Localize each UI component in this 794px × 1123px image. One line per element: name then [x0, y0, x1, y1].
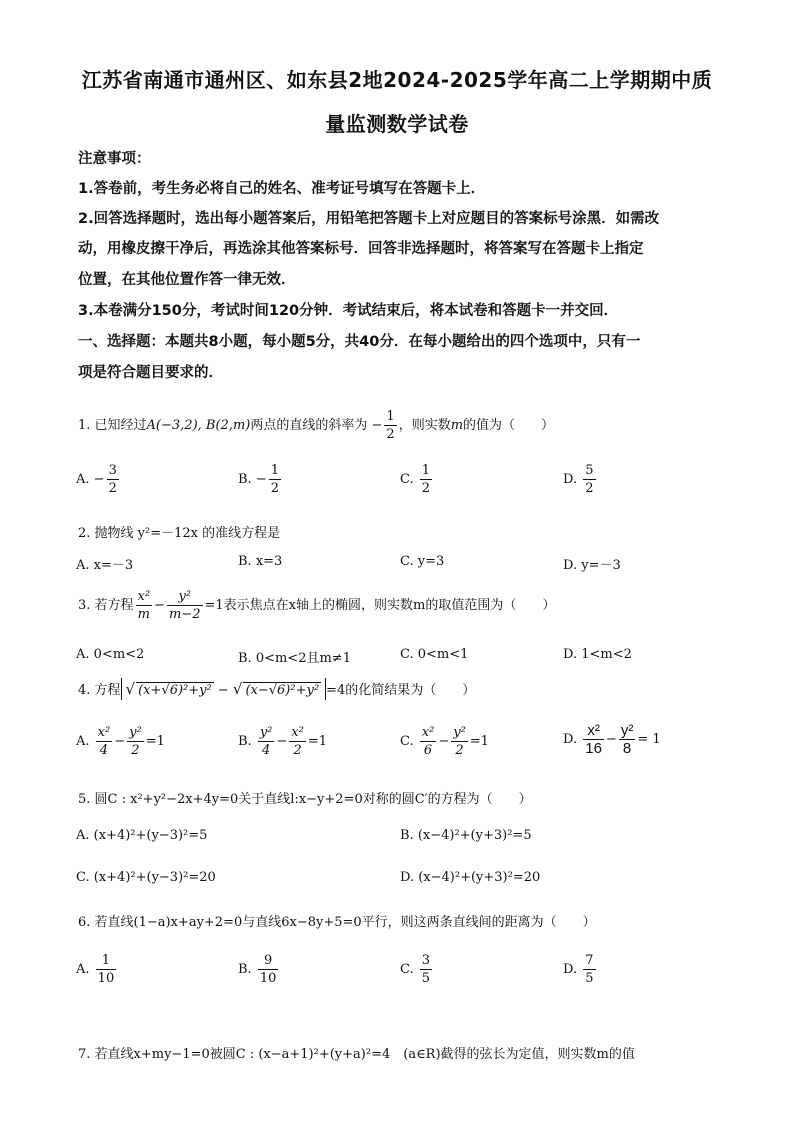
q3-option-d[interactable]: D. 1<m<2	[563, 647, 632, 662]
question-7: 7. 若直线x+my−1=0被圆C : (x−a+1)²+(y+a)²=4 (a∈R)截得的弦长为定值，则实数m的值	[78, 1047, 635, 1062]
note-3: 3.本卷满分150分，考试时间120分钟．考试结束后，将本试卷和答题卡一并交回．	[78, 303, 619, 319]
q6-option-a[interactable]: A. $\frac{1}{10}$	[76, 953, 115, 986]
q5-option-b[interactable]: B. (x−4)²+(y+3)²=5	[400, 828, 532, 843]
note-1: 1.答卷前，考生务必将自己的姓名、准考证号填写在答题卡上．	[78, 181, 486, 197]
notes-heading: 注意事项：	[78, 151, 151, 167]
q5-option-a[interactable]: A. (x+4)²+(y−3)²=5	[76, 828, 208, 843]
q6-option-b[interactable]: B. $\frac{9}{10}$	[238, 953, 277, 986]
q1-option-b[interactable]: B. − $\frac{1}{2}$	[238, 463, 280, 496]
q1-option-d[interactable]: D. $\frac{5}{2}$	[563, 463, 594, 496]
q3-option-a[interactable]: A. 0<m<2	[76, 647, 145, 662]
question-3: 3. 若方程 $\frac{\text{x²}}{m}$ − $\frac{\text{y²}}{m-2}$ =1表示焦点在x轴上的椭圆，则实数m的取值范围为（ ）	[78, 589, 556, 622]
q3-option-b[interactable]: B. 0<m<2且m≠1	[238, 651, 351, 666]
q2-option-a[interactable]: A. x=－3	[76, 558, 134, 573]
q4-option-d[interactable]: D. $\frac{\text{x²}}{16}$ − $\frac{\text{y²}}{8}$ = 1	[563, 722, 661, 757]
q1-var: m	[450, 418, 464, 433]
section-1-heading-line2: 项是符合题目要求的．	[78, 365, 223, 381]
note-2-line3: 位置，在其他位置作答一律无效．	[78, 272, 296, 288]
q5-option-d[interactable]: D. (x−4)²+(y+3)²=20	[400, 870, 541, 885]
q6-option-d[interactable]: D. $\frac{7}{5}$	[563, 953, 594, 986]
q2-option-c[interactable]: C. y=3	[400, 554, 445, 569]
q2-option-d[interactable]: D. y=－3	[563, 558, 621, 573]
q4-option-b[interactable]: B. $\frac{\text{y²}}{4}$ − $\frac{\text{x²}}{2}$ =1	[238, 725, 328, 758]
q5-option-c[interactable]: C. (x+4)²+(y−3)²=20	[76, 870, 216, 885]
question-5: 5. 圆C : x²+y²−2x+4y=0关于直线l:x−y+2=0对称的圆C′的方程为（ ）	[78, 792, 532, 807]
note-2-line1: 2.回答选择题时，选出每小题答案后，用铅笔把答题卡上对应题目的答案标号涂黑．如需改	[78, 211, 660, 227]
note-2-line2: 动，用橡皮擦干净后，再选涂其他答案标号．回答非选择题时，将答案写在答题卡上指定	[78, 241, 644, 257]
q1-option-c[interactable]: C. $\frac{1}{2}$	[400, 463, 431, 496]
q1-mid: 两点的直线的斜率为	[250, 418, 368, 433]
question-4: 4. 方程 √ (x+√6)²+y² − √ (x−√6)²+y² =4的化简结果为（ ）	[78, 680, 476, 698]
question-6: 6. 若直线(1−a)x+ay+2=0与直线6x−8y+5=0平行，则这两条直线间的距离为（ ）	[78, 915, 596, 930]
q2-option-b[interactable]: B. x=3	[238, 554, 283, 569]
q1-post: ，则实数	[398, 418, 451, 433]
exam-title-line2: 量监测数学试卷	[325, 112, 469, 136]
q1-prefix: 1. 已知经过	[78, 418, 147, 433]
section-1-heading-line1: 一、选择题：本题共8小题，每小题5分，共40分．在每小题给出的四个选项中，只有一	[78, 334, 641, 350]
q1-slope-fraction: $\frac{1}{2}$	[386, 409, 395, 442]
q1-points: A(−3,2), B(2,m)	[146, 418, 251, 433]
question-2: 2. 抛物线 y²=－12x 的准线方程是	[78, 526, 281, 541]
q3-option-c[interactable]: C. 0<m<1	[400, 647, 469, 662]
q4-option-c[interactable]: C. $\frac{\text{x²}}{6}$ − $\frac{\text{y²}}{2}$ =1	[400, 725, 489, 758]
q1-post2: 的值为（ ）	[463, 418, 555, 433]
exam-title-line1: 江苏省南通市通州区、如东县2地2024-2025学年高二上学期期中质	[81, 68, 713, 92]
q6-option-c[interactable]: C. $\frac{3}{5}$	[400, 953, 431, 986]
question-1: 1. 已知经过A(−3,2), B(2,m)两点的直线的斜率为 − $\frac{1}{2}$ ，则实数m的值为（ ）	[78, 409, 555, 442]
q4-absolute-expression: √ (x+√6)²+y² − √ (x−√6)²+y²	[121, 678, 327, 700]
q1-option-a[interactable]: A. − $\frac{3}{2}$	[76, 463, 117, 496]
q4-option-a[interactable]: A. $\frac{\text{x²}}{4}$ − $\frac{\text{y²}}{2}$ =1	[76, 725, 165, 758]
